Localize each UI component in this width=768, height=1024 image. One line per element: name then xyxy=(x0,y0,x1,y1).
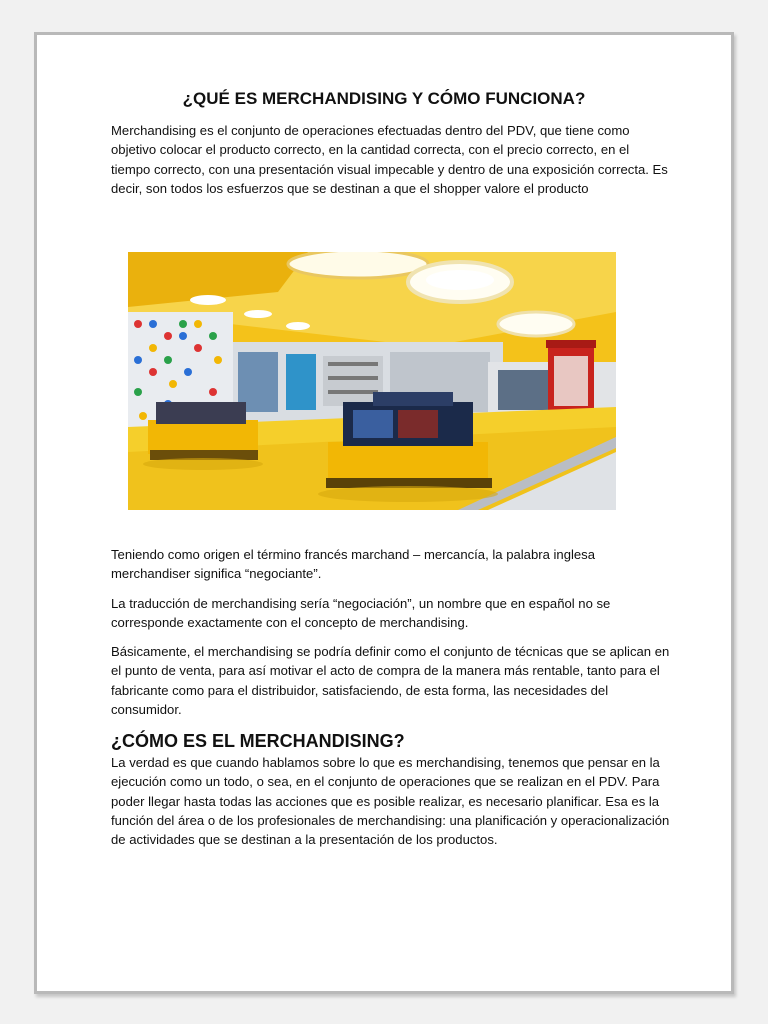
intro-paragraph: Merchandising es el conjunto de operaciones efectuadas dentro del PDV, que tiene como objetivo colocar el producto correcto, en la cantidad correcta, con el precio correcto, en el tiempo correcto, con una presentación visual impecable y dentro de una exposición correcta. Es decir, son todos los esfuerzos que se destinan a que el shopper valore el producto xyxy=(111,123,668,196)
definition-paragraph: Básicamente, el merchandising se podría definir como el conjunto de técnicas que se aplican en el punto de venta, para así motivar el acto de compra de la manera más rentable, tanto para el fabricante como para el distribuidor, satisfaciendo, de esta forma, las necesidades del consumidor. xyxy=(111,644,670,717)
toy-store-photo xyxy=(128,252,616,510)
origin-paragraph: Teniendo como origen el término francés marchand – mercancía, la palabra inglesa merchandiser significa “negociante”. xyxy=(111,547,596,582)
how-paragraph: La verdad es que cuando hablamos sobre lo que es merchandising, tenemos que pensar en la ejecución como un todo, o sea, en el conjunto de operaciones que se realizan en el PDV. Para poder llegar hasta todas las acciones que es posible realizar, es necesario planificar. Esa es la función del área o de los profesionales de merchandising: una planificación y operacionalización de actividades que se destinan a la presentación de los productos. xyxy=(111,755,670,848)
subheading: ¿CÓMO ES EL MERCHANDISING? xyxy=(111,731,405,751)
document-page xyxy=(34,32,734,994)
document-title: ¿QUÉ ES MERCHANDISING Y CÓMO FUNCIONA? xyxy=(182,89,586,108)
translation-paragraph: La traducción de merchandising sería “negociación”, un nombre que en español no se corresponde exactamente con el concepto de merchandising. xyxy=(111,596,611,631)
